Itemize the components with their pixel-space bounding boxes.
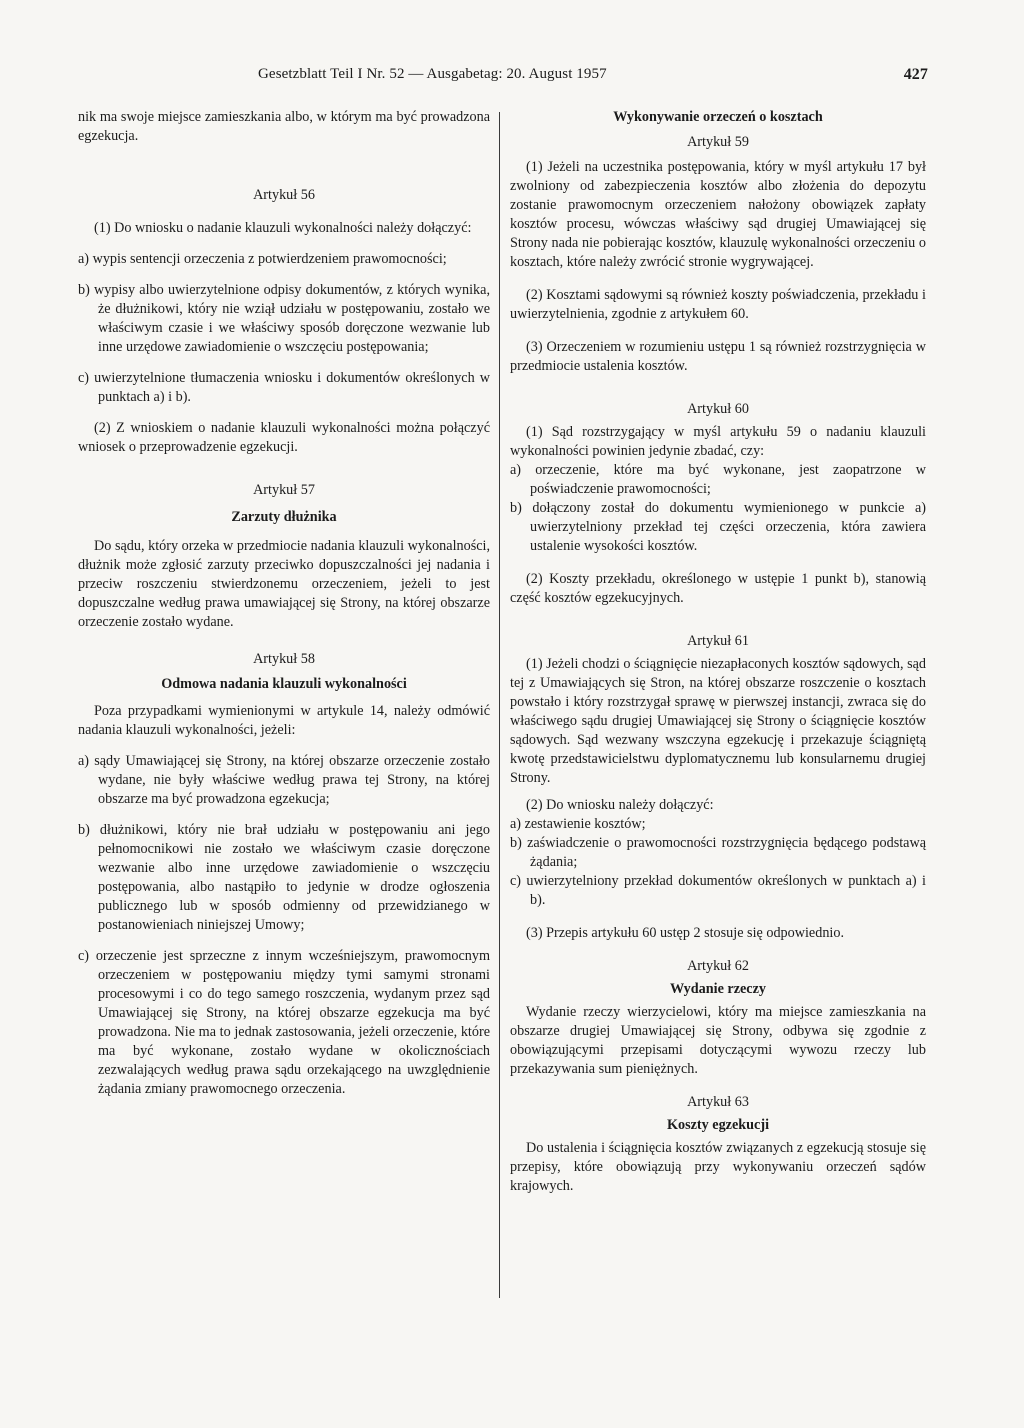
article-62-title: Wydanie rzeczy — [670, 981, 766, 997]
column-divider — [499, 112, 500, 1298]
article-59-paragraph-2: (2) Kosztami sądowymi są również koszty poświadczenia, przekładu i uwierzytelnienia, zgodnie z artykułem 60. — [510, 287, 926, 322]
page-header — [258, 66, 928, 88]
article-63-heading: Artykuł 63 — [687, 1094, 749, 1110]
article-58-heading: Artykuł 58 — [253, 651, 315, 667]
article-61-paragraph-3: (3) Przepis artykułu 60 ustęp 2 stosuje się odpowiednio. — [526, 925, 844, 941]
article-56-paragraph-1: (1) Do wniosku o nadanie klauzuli wykonalności należy dołączyć: — [94, 220, 472, 236]
article-60-paragraph-1: (1) Sąd rozstrzygający w myśl artykułu 59 o nadaniu klauzuli wykonalności powinien jedynie zbadać, czy: — [510, 424, 926, 459]
article-58-paragraph: Poza przypadkami wymienionymi w artykule 14, należy odmówić nadania klauzuli wykonalności, jeżeli: — [78, 703, 490, 738]
article-63-paragraph: Do ustalenia i ściągnięcia kosztów związanych z egzekucją stosuje się przepisy, które obowiązują przy wykonywaniu orzeczeń sądów krajowych. — [510, 1140, 926, 1194]
article-59-paragraph-3: (3) Orzeczeniem w rozumieniu ustępu 1 są również rozstrzygnięcia w przedmiocie ustalenia kosztów. — [510, 339, 926, 374]
article-58-title: Odmowa nadania klauzuli wykonalności — [161, 676, 407, 692]
article-61-heading: Artykuł 61 — [687, 633, 749, 649]
article-57-paragraph: Do sądu, który orzeka w przedmiocie nadania klauzuli wykonalności, dłużnik może zgłosić zarzuty przeciwko dopuszczalności jej nadania i przeciw roszczeniu stwierdzonemu orzeczeniem, jeżeli to jest dopuszczalne według prawa umawiającej się Strony, na której obszarze orzeczenie zostało wydane. — [78, 538, 490, 630]
article-58-item-a: a) sądy Umawiającej się Strony, na której obszarze orzeczenie zostało wydane, nie były właściwe według prawa tej Strony, na której obszarze ma być prowadzona egzekucja; — [78, 753, 490, 807]
article-57-heading: Artykuł 57 — [253, 482, 315, 498]
right-column — [510, 108, 926, 1196]
article-63-title: Koszty egzekucji — [666, 1117, 770, 1133]
article-60-item-b: b) dołączony został do dokumentu wymienionego w punkcie a) uwierzytelniony przekład tej części orzeczenia, która zawiera ustalenie wysokości kosztów. — [510, 500, 926, 554]
article-61-paragraph-2: (2) Do wniosku należy dołączyć: — [526, 797, 714, 813]
article-59-paragraph-1: (1) Jeżeli na uczestnika postępowania, który w myśl artykułu 17 był zwolniony od zabezpieczenia kosztów albo złożenia do depozytu zostanie prawomocnym orzeczeniem nałożony obowiązek zapłaty kosztów procesu, wówczas właściwy sąd drugiej Umawiającej się Strony nada nie pobierając kosztów, klauzulę wykonalności orzeczeniu o kosztach, które należy zwrócić stronie wygrywającej. — [510, 159, 926, 270]
article-60-paragraph-2: (2) Koszty przekładu, określonego w ustępie 1 punkt b), stanowią część kosztów egzekucyjnych. — [510, 571, 926, 606]
article-56-heading: Artykuł 56 — [253, 187, 315, 203]
article-56-item-b: b) wypisy albo uwierzytelnione odpisy dokumentów, z których wynika, że dłużnikowi, który nie wziął udziału w postępowaniu, zostało we właściwym czasie i we właściwy sposób doręczone wezwanie lub inne urzędowe zawiadomienie o wszczęciu postępowania; — [78, 282, 490, 355]
article-56-item-a: a) wypis sentencji orzeczenia z potwierdzeniem prawomocności; — [78, 251, 447, 267]
article-61-paragraph-1: (1) Jeżeli chodzi o ściągnięcie niezapłaconych kosztów sądowych, sąd tej z Umawiających się Stron, na której obszarze roszczenie o kosztach powstało i który rozstrzygał sprawę w pierwszej instancji, zwraca się do właściwego sądu drugiej Umawiającej się Strony o ściągnięcie kosztów sądowych. Sąd wezwany wszczyna egzekucję i przekazuje ściągniętą kwotę przedstawicielstwu dyplomatycznemu lub konsularnemu drugiej Strony. — [510, 656, 926, 786]
article-58-item-c: c) orzeczenie jest sprzeczne z innym wcześniejszym, prawomocnym orzeczeniem w postępowaniu między tymi samymi stronami procesowymi i co do tego samego roszczenia, wydanym przez sąd Umawiającej się Strony, na której obszarze egzekucja ma być prowadzona. Nie ma to jednak zastosowania, jeżeli orzeczenie, które ma być wykonane, zostało wydane w okolicznościach zezwalających według prawa sądu orzekającego na uwzględnienie żądania zmiany prawomocnego orzeczenia. — [78, 948, 490, 1097]
page-number: 427 — [903, 66, 928, 83]
article-57-title: Zarzuty dłużnika — [231, 509, 337, 525]
article-62-heading: Artykuł 62 — [687, 958, 749, 974]
continued-text: nik ma swoje miejsce zamieszkania albo, w którym ma być prowadzona egzekucja. — [78, 109, 490, 144]
article-59-heading: Artykuł 59 — [687, 134, 749, 150]
running-title: Gesetzblatt Teil I Nr. 52 — Ausgabetag: 20. August 1957 — [258, 66, 607, 82]
article-62-paragraph: Wydanie rzeczy wierzycielowi, który ma miejsce zamieszkania na obszarze drugiej Umawiającej się Strony, odbywa się zgodnie z obowiązującymi przepisami dotyczącymi wywozu rzeczy lub przekazywania sum pieniężnych. — [510, 1004, 926, 1077]
section-title: Wykonywanie orzeczeń o kosztach — [613, 109, 823, 125]
article-61-item-c: c) uwierzytelniony przekład dokumentów określonych w punktach a) i b). — [510, 873, 926, 908]
article-60-heading: Artykuł 60 — [687, 401, 749, 417]
article-60-item-a: a) orzeczenie, które ma być wykonane, jest zaopatrzone w poświadczenie prawomocności; — [510, 462, 926, 497]
article-56-paragraph-2: (2) Z wnioskiem o nadanie klauzuli wykonalności można połączyć wniosek o przeprowadzenie egzekucji. — [78, 420, 490, 455]
article-61-item-a: a) zestawienie kosztów; — [510, 816, 646, 832]
article-56-item-c: c) uwierzytelnione tłumaczenia wniosku i dokumentów określonych w punktach a) i b). — [78, 370, 490, 405]
article-58-item-b: b) dłużnikowi, który nie brał udziału w postępowaniu ani jego pełnomocnikowi nie zostało we właściwym czasie doręczone wezwanie albo inne urzędowe zawiadomienie o wszczęciu postępowania, albo nastąpiło to jedynie w drodze ogłoszenia publicznego lub w sposób odmienny od przewidzianego w postanowieniach niniejszej Umowy; — [78, 822, 490, 933]
left-column — [78, 108, 490, 1099]
article-61-item-b: b) zaświadczenie o prawomocności rozstrzygnięcia będącego podstawą żądania; — [510, 835, 926, 870]
